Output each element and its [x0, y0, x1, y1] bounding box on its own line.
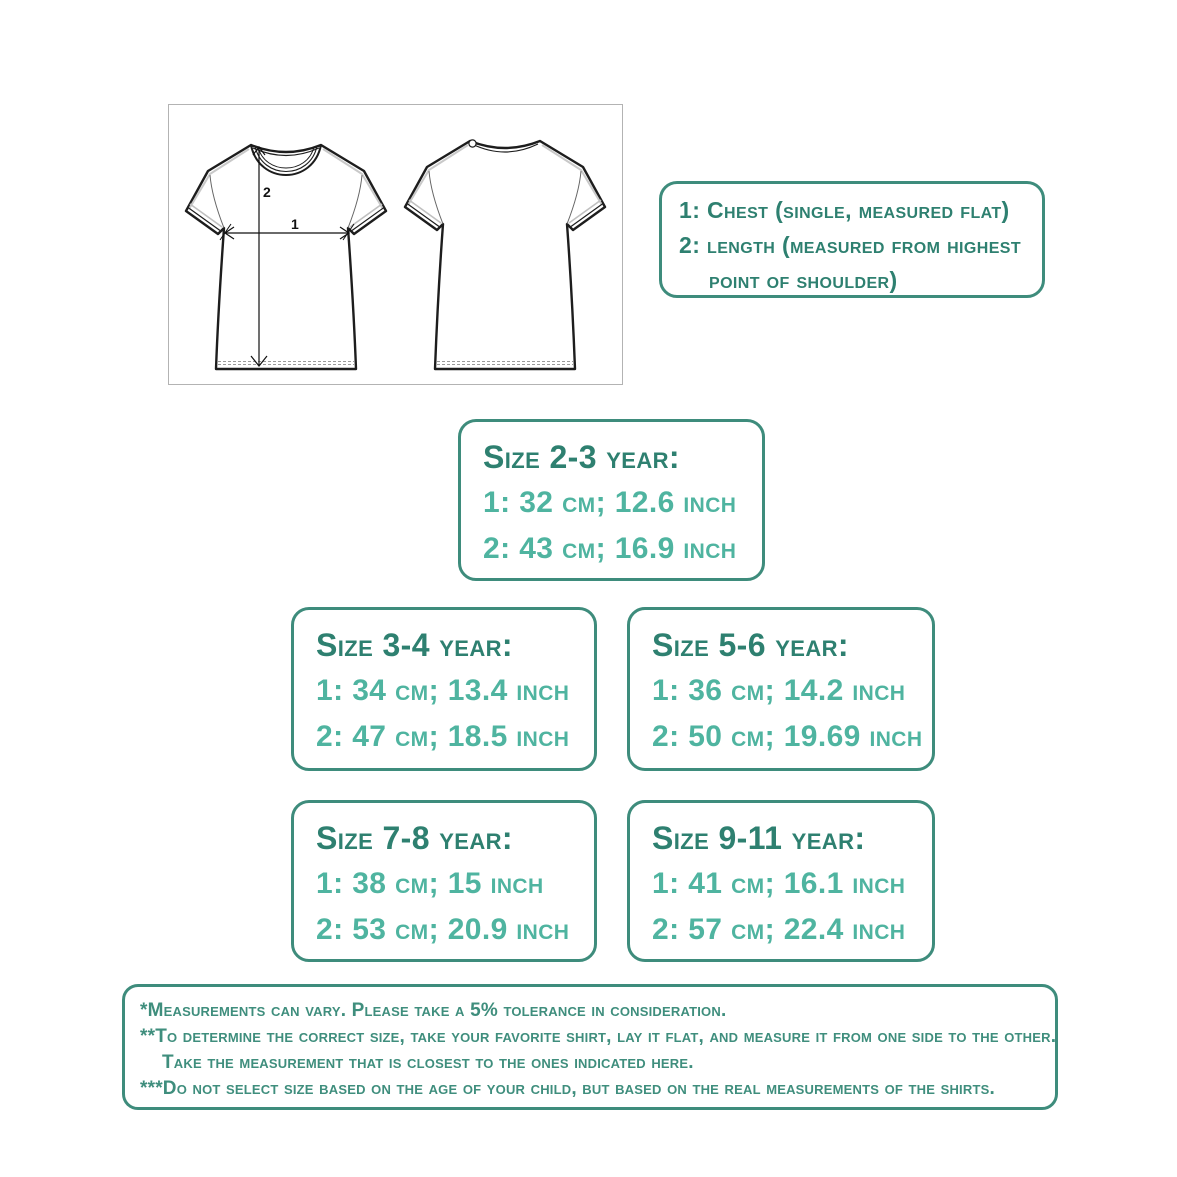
note-determine-size-cont: Take the measurement that is closest to the ones indicated here.: [162, 1052, 694, 1073]
size-chest-value: 1: 41 cm; 16.1 inch: [652, 867, 906, 900]
legend-line-length: 2: length (measured from highest: [679, 232, 1022, 258]
size-chest-value: 1: 32 cm; 12.6 inch: [483, 486, 737, 519]
size-title: Size 3-4 year:: [316, 627, 513, 663]
legend-line-length-cont: point of shoulder): [709, 267, 898, 293]
note-age-warning: ***Do not select size based on the age of your child, but based on the real measurements of the shirts.: [140, 1078, 995, 1099]
size-title: Size 5-6 year:: [652, 627, 849, 663]
size-box-3-4-year: [291, 607, 597, 771]
tshirt-diagram-svg: [169, 105, 622, 384]
chest-marker-label: 1: [291, 216, 299, 232]
tshirt-front-drawing: [186, 145, 386, 369]
size-box-5-6-year: [627, 607, 935, 771]
size-title: Size 7-8 year:: [316, 820, 513, 856]
size-chest-value: 1: 38 cm; 15 inch: [316, 867, 544, 900]
tshirt-back-drawing: [405, 141, 605, 369]
legend-line-chest: 1: Chest (single, measured flat): [679, 197, 1010, 223]
length-marker-label: 2: [263, 184, 271, 200]
size-title: Size 2-3 year:: [483, 439, 680, 475]
size-length-value: 2: 47 cm; 18.5 inch: [316, 720, 570, 753]
size-box-2-3-year: [458, 419, 765, 581]
size-chest-value: 1: 34 cm; 13.4 inch: [316, 674, 570, 707]
tshirt-diagram: [168, 104, 623, 385]
size-length-value: 2: 53 cm; 20.9 inch: [316, 913, 570, 946]
size-length-value: 2: 57 cm; 22.4 inch: [652, 913, 906, 946]
size-chest-value: 1: 36 cm; 14.2 inch: [652, 674, 906, 707]
note-tolerance: *Measurements can vary. Please take a 5% tolerance in consideration.: [140, 1000, 727, 1021]
size-box-7-8-year: [291, 800, 597, 962]
note-determine-size: **To determine the correct size, take your favorite shirt, lay it flat, and measure it from one side to the other.: [140, 1026, 1057, 1047]
size-length-value: 2: 50 cm; 19.69 inch: [652, 720, 923, 753]
size-length-value: 2: 43 cm; 16.9 inch: [483, 532, 737, 565]
size-title: Size 9-11 year:: [652, 820, 866, 856]
legend-box: [659, 181, 1045, 298]
notes-box: [122, 984, 1058, 1110]
size-box-9-11-year: [627, 800, 935, 962]
